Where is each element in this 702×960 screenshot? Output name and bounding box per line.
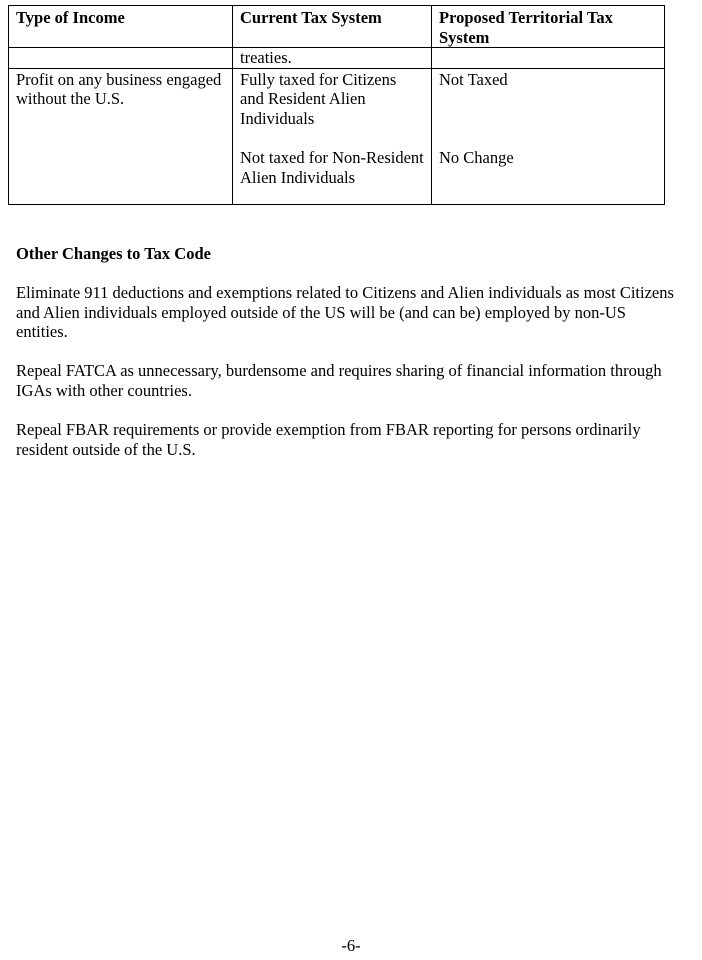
- cell-continuation-type: [9, 48, 233, 69]
- current-tax-nonresident: Not taxed for Non-Resident Alien Individuals: [240, 148, 424, 187]
- cell-continuation-current: treaties.: [233, 48, 432, 69]
- header-current-tax-system: Current Tax System: [233, 6, 432, 48]
- tax-comparison-table: [8, 5, 665, 205]
- table-header-row: [9, 6, 665, 48]
- table-row-continuation: [9, 48, 665, 69]
- table-row: [9, 68, 665, 204]
- cell-current-tax: [233, 68, 432, 204]
- paragraph-eliminate-911: Eliminate 911 deductions and exemptions related to Citizens and Alien individuals as most Citizens and Alien individuals employed outside of the US will be (and can be) employed by non-US entities.: [16, 283, 674, 341]
- header-type-of-income: Type of Income: [9, 6, 233, 48]
- paragraph-repeal-fatca: Repeal FATCA as unnecessary, burdensome and requires sharing of financial information through IGAs with other countries.: [16, 361, 662, 400]
- header-proposed-territorial-tax-system: Proposed Territorial Tax System: [432, 6, 665, 48]
- section-title: Other Changes to Tax Code: [16, 244, 211, 263]
- cell-spacer: [240, 128, 424, 148]
- paragraph-repeal-fbar: Repeal FBAR requirements or provide exemption from FBAR reporting for persons ordinarily resident outside of the U.S.: [16, 420, 641, 459]
- proposed-tax-nonresident: No Change: [439, 147, 514, 167]
- cell-proposed-tax: [432, 68, 665, 204]
- cell-spacer: [439, 128, 657, 148]
- proposed-tax-citizens: Not Taxed: [439, 69, 508, 89]
- current-tax-citizens: Fully taxed for Citizens and Resident Alien Individuals: [240, 69, 397, 128]
- cell-spacer: [439, 89, 657, 128]
- cell-continuation-proposed: [432, 48, 665, 69]
- page-number: -6-: [341, 936, 361, 955]
- cell-income-type: Profit on any business engaged without the U.S.: [9, 68, 233, 204]
